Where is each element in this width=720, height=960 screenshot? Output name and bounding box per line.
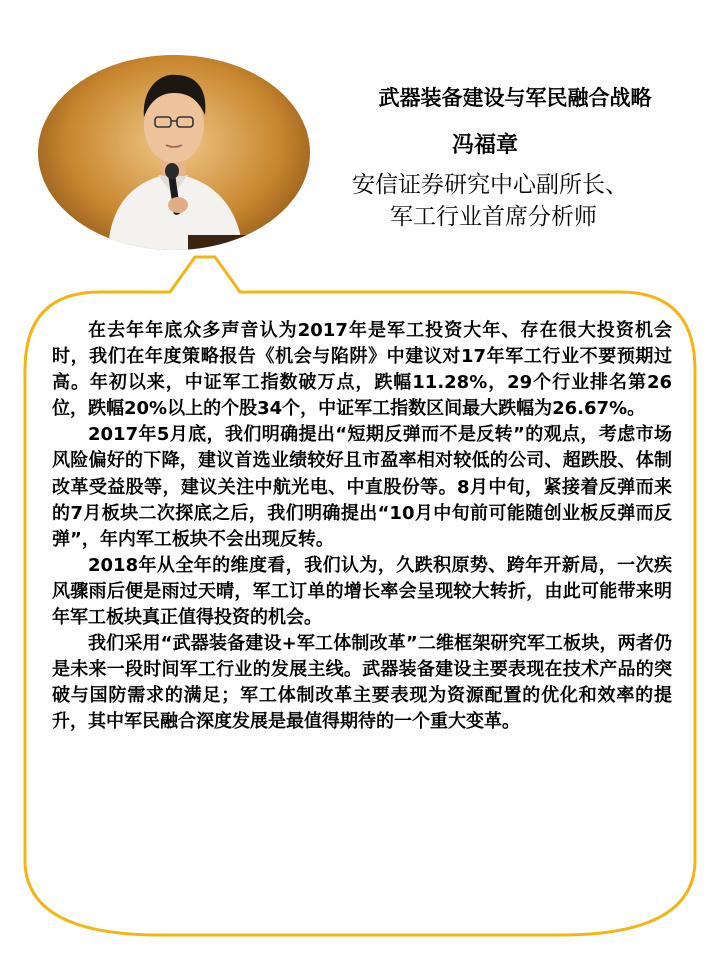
author-title-line-2: 军工行业首席分析师 xyxy=(390,204,597,230)
article-title: 武器装备建设与军民融合战略 xyxy=(378,86,652,110)
article-paragraph: 在去年年底众多声音认为2017年是军工投资大年、存在很大投资机会时，我们在年度策略报告《机会与陷阱》中建议对17年军工行业不要预期过高。年初以来，中证军工指数破万点，跌幅11.28%，29个行业排名第26位，跌幅20%以上的个股34个，中证军工指数区间最大跌幅为26.67%。 xyxy=(52,320,672,420)
article-body xyxy=(52,318,672,736)
author-title-line-1: 安信证券研究中心副所长、 xyxy=(352,172,628,198)
author-name: 冯福章 xyxy=(451,133,518,158)
article-paragraph: 2018年从全年的维度看，我们认为，久跌积原势、跨年开新局，一次疾风骤雨后便是雨过天晴，军工订单的增长率会呈现较大转折，由此可能带来明年军工板块真正值得投资的机会。 xyxy=(52,554,672,629)
article-paragraph: 2017年5月底，我们明确提出“短期反弹而不是反转”的观点，考虑市场风险偏好的下降，建议首选业绩较好且市盈率相对较低的公司、超跌股、体制改革受益股等，建议关注中航光电、中直股份等。8月中旬，紧接着反弹而来的7月板块二次探底之后，我们明确提出“10月中旬前可能随创业板反弹而反弹”，年内军工板块不会出现反转。 xyxy=(52,424,672,550)
article-paragraph: 我们采用“武器装备建设+军工体制改革”二维框架研究军工板块，两者仍是未来一段时间军工行业的发展主线。武器装备建设主要表现在技术产品的突破与国防需求的满足；军工体制改革主要表现为资源配置的优化和效率的提升，其中军民融合深度发展是最值得期待的一个重大变革。 xyxy=(52,633,672,733)
